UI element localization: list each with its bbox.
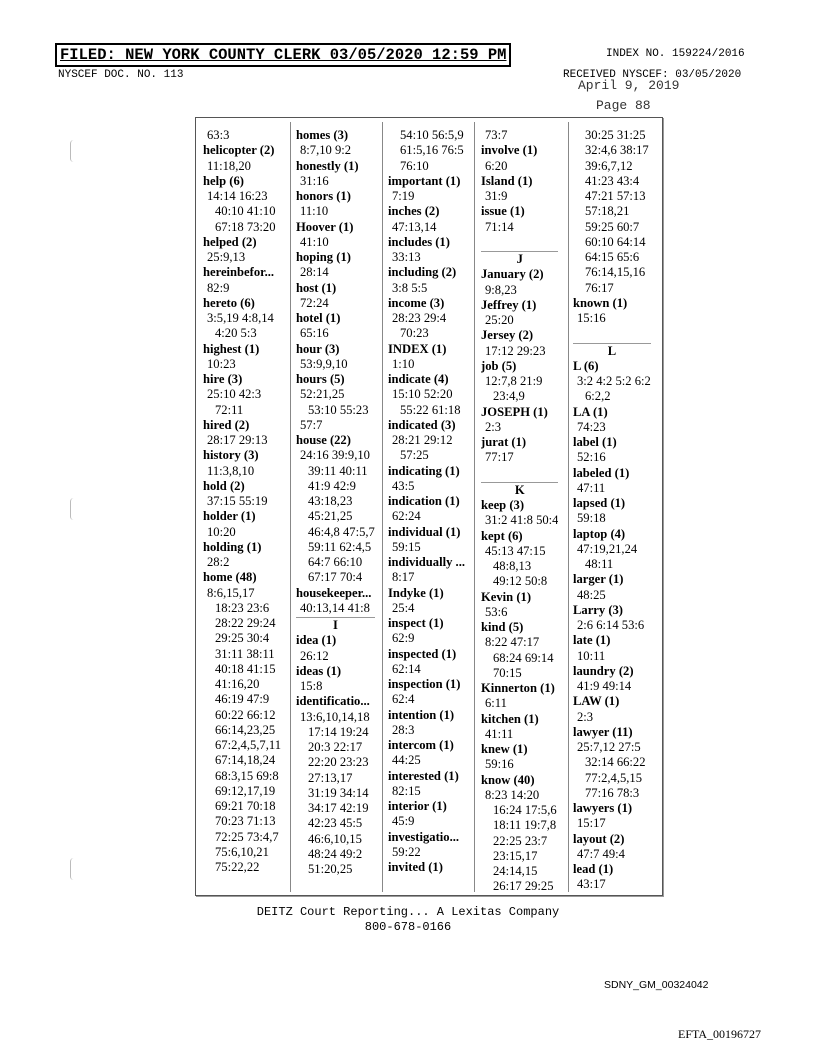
index-term: Kinnerton (1): [481, 681, 555, 695]
page-line-ref: 48:8,13: [493, 559, 532, 573]
page-line-ref: 23:15,17: [493, 848, 538, 863]
index-term: lawyer (11): [573, 724, 633, 739]
index-term: LAW (1): [573, 694, 620, 709]
page-line-ref: 57:25: [400, 448, 429, 463]
page-line-ref: 24:14,15: [493, 864, 538, 878]
index-term: includes (1): [388, 234, 450, 249]
index-term: invited (1): [388, 860, 443, 874]
column-divider: [568, 122, 569, 892]
page-line-ref: 8:7,10 9:2: [300, 143, 352, 158]
page-line-ref: 75:6,10,21: [215, 844, 269, 859]
page-line-ref: 28:23 29:4: [392, 311, 447, 325]
page-line-ref: 25:9,13: [207, 250, 246, 264]
section-letter: I: [296, 617, 375, 633]
page-line-ref: 47:13,14: [392, 219, 437, 234]
page-line-ref: 42:23 45:5: [308, 816, 363, 831]
page-line-ref: 28:21 29:12: [392, 433, 453, 447]
index-term: interested (1): [388, 768, 459, 783]
index-term: larger (1): [573, 572, 624, 587]
index-term: involve (1): [481, 143, 538, 158]
page-line-ref: 59:25 60:7: [585, 219, 640, 234]
page-line-ref: 15:8: [300, 679, 323, 693]
page-line-ref: 26:17 29:25: [493, 879, 554, 894]
page-line-ref: 10:11: [577, 648, 606, 663]
scan-mark: [70, 858, 77, 880]
index-term: Island (1): [481, 173, 533, 188]
page-line-ref: 54:10 56:5,9: [400, 128, 464, 142]
page-line-ref: 13:6,10,14,18: [300, 709, 370, 724]
index-column-3: [388, 128, 465, 875]
index-term: intercom (1): [388, 738, 454, 752]
page-line-ref: 72:11: [215, 402, 244, 417]
page-line-ref: 48:11: [585, 557, 614, 571]
page-line-ref: 4:20 5:3: [215, 326, 257, 341]
page-line-ref: 9:8,23: [485, 282, 517, 297]
page-line-ref: 8:22 47:17: [485, 635, 540, 650]
index-term: help (6): [203, 173, 244, 188]
page-line-ref: 11:10: [300, 204, 329, 219]
page-line-ref: 76:17: [585, 280, 614, 295]
page-line-ref: 68:3,15 69:8: [215, 768, 279, 783]
index-term: indicate (4): [388, 372, 449, 386]
efta-number: EFTA_00196727: [678, 1027, 762, 1041]
index-term: interior (1): [388, 799, 447, 813]
page-line-ref: 67:2,4,5,7,11: [215, 738, 282, 752]
received-stamp: RECEIVED NYSCEF: 03/05/2020: [563, 69, 742, 81]
page-line-ref: 20:3 22:17: [308, 740, 363, 754]
page-line-ref: 62:9: [392, 631, 415, 646]
page-line-ref: 10:20: [207, 524, 236, 539]
index-term: home (48): [203, 570, 257, 585]
page-line-ref: 72:24: [300, 295, 329, 310]
index-term: labeled (1): [573, 465, 630, 480]
page-line-ref: 28:3: [392, 722, 415, 737]
index-term: hire (3): [203, 372, 243, 386]
index-term: knew (1): [481, 742, 528, 756]
page-line-ref: 75:22,22: [215, 860, 260, 874]
page-line-ref: 46:6,10,15: [308, 831, 362, 846]
page-line-ref: 45:13 47:15: [485, 543, 546, 558]
page-line-ref: 31:9: [485, 189, 508, 203]
page-line-ref: 41:23 43:4: [585, 173, 640, 188]
page-line-ref: 67:14,18,24: [215, 753, 276, 768]
page-line-ref: 6:2,2: [585, 389, 611, 404]
page-line-ref: 11:3,8,10: [207, 463, 255, 478]
page-number: Page 88: [596, 98, 651, 113]
page-line-ref: 49:12 50:8: [493, 574, 548, 589]
index-term: house (22): [296, 433, 351, 447]
index-term: housekeeper...: [296, 585, 372, 600]
index-term: idea (1): [296, 633, 337, 648]
index-column-2: [296, 128, 375, 877]
page-line-ref: 34:17 42:19: [308, 801, 369, 815]
page-line-ref: 31:2 41:8 50:4: [485, 513, 559, 528]
page-line-ref: 66:14,23,25: [215, 722, 276, 737]
index-term: Larry (3): [573, 602, 624, 617]
index-term: laundry (2): [573, 663, 634, 678]
index-term: late (1): [573, 633, 611, 648]
page-line-ref: 11:18,20: [207, 158, 251, 173]
page-line-ref: 8:17: [392, 570, 415, 585]
scan-mark: [70, 140, 77, 162]
page-line-ref: 46:4,8 47:5,7: [308, 524, 375, 539]
page-line-ref: 28:14: [300, 265, 329, 280]
section-letter: L: [573, 343, 651, 359]
page-line-ref: 3:8 5:5: [392, 280, 428, 295]
page-line-ref: 40:13,14 41:8: [300, 600, 370, 615]
page-line-ref: 28:2: [207, 555, 230, 569]
page-line-ref: 64:7 66:10: [308, 555, 363, 569]
column-divider: [290, 122, 291, 892]
page-line-ref: 59:16: [485, 757, 514, 772]
page-line-ref: 44:25: [392, 753, 421, 768]
page-line-ref: 18:23 23:6: [215, 600, 270, 615]
column-divider: [474, 122, 475, 892]
doc-number: NYSCEF DOC. NO. 113: [58, 69, 184, 81]
index-term: INDEX (1): [388, 341, 447, 356]
index-term: Jersey (2): [481, 328, 534, 343]
page-line-ref: 73:7: [485, 128, 508, 142]
index-term: Indyke (1): [388, 585, 444, 600]
page-line-ref: 41:11: [485, 726, 514, 741]
page-line-ref: 39:11 40:11: [308, 463, 368, 478]
page-line-ref: 31:11 38:11: [215, 646, 275, 661]
page-line-ref: 52:16: [577, 450, 606, 465]
index-term: holding (1): [203, 539, 262, 554]
page-line-ref: 59:22: [392, 844, 421, 859]
index-term: indicating (1): [388, 463, 460, 478]
index-term: hotel (1): [296, 311, 341, 325]
page-line-ref: 53:10 55:23: [308, 402, 369, 417]
index-term: laptop (4): [573, 526, 626, 541]
page-line-ref: 65:16: [300, 326, 329, 341]
page-line-ref: 22:20 23:23: [308, 755, 369, 770]
index-term: honestly (1): [296, 158, 359, 173]
page-line-ref: 3:2 4:2 5:2 6:2: [577, 374, 651, 388]
page-line-ref: 23:4,9: [493, 389, 525, 404]
page-line-ref: 52:21,25: [300, 387, 345, 402]
index-column-1: [203, 128, 281, 875]
page-line-ref: 53:9,9,10: [300, 356, 348, 371]
page-line-ref: 2:3: [485, 419, 502, 434]
page-line-ref: 60:10 64:14: [585, 234, 646, 249]
page-line-ref: 40:10 41:10: [215, 204, 276, 219]
index-term: inches (2): [388, 204, 440, 219]
page-line-ref: 6:11: [485, 696, 507, 711]
page-line-ref: [481, 466, 558, 481]
page-line-ref: 26:12: [300, 648, 329, 663]
index-term: inspection (1): [388, 677, 461, 691]
page-line-ref: 70:15: [493, 665, 522, 680]
section-letter: J: [481, 251, 558, 267]
page-line-ref: 28:17 29:13: [207, 433, 268, 447]
page-line-ref: 14:14 16:23: [207, 189, 268, 203]
index-term: lawyers (1): [573, 801, 633, 815]
index-term: label (1): [573, 435, 617, 449]
index-term: hours (5): [296, 372, 345, 386]
page-line-ref: 77:2,4,5,15: [585, 770, 643, 785]
page-line-ref: 8:6,15,17: [207, 585, 255, 600]
page-line-ref: 15:16: [577, 311, 606, 325]
page-line-ref: 59:11 62:4,5: [308, 539, 372, 554]
index-term: hold (2): [203, 478, 245, 493]
index-term: hired (2): [203, 417, 250, 432]
page-line-ref: 60:22 66:12: [215, 707, 276, 722]
index-term: hoping (1): [296, 250, 351, 264]
page-line-ref: 24:16 39:9,10: [300, 448, 370, 463]
page-line-ref: [573, 326, 651, 341]
page-line-ref: 59:18: [577, 511, 606, 526]
page-line-ref: 69:12,17,19: [215, 783, 276, 798]
page-line-ref: 45:21,25: [308, 509, 353, 524]
index-column-4: [481, 128, 558, 895]
index-term: homes (3): [296, 128, 349, 142]
page-line-ref: 15:10 52:20: [392, 387, 453, 402]
page-line-ref: 53:6: [485, 604, 508, 619]
index-term: Kevin (1): [481, 589, 532, 604]
page-line-ref: 67:17 70:4: [308, 570, 363, 585]
page-line-ref: 10:23: [207, 356, 236, 371]
page-line-ref: 68:24 69:14: [493, 650, 554, 665]
index-term: hour (3): [296, 341, 340, 356]
page-line-ref: 3:5,19 4:8,14: [207, 311, 274, 325]
page-line-ref: 39:6,7,12: [585, 158, 633, 173]
index-term: indicated (3): [388, 417, 456, 432]
page-line-ref: 46:19 47:9: [215, 692, 270, 707]
index-term: kind (5): [481, 620, 524, 634]
index-term: LA (1): [573, 404, 608, 419]
index-term: intention (1): [388, 707, 455, 722]
page-line-ref: 18:11 19:7,8: [493, 818, 557, 833]
page-line-ref: 31:16: [300, 173, 329, 188]
page-line-ref: 43:17: [577, 877, 606, 892]
index-term: hereto (6): [203, 295, 255, 310]
page-line-ref: 51:20,25: [308, 862, 353, 876]
page-line-ref: 82:15: [392, 783, 421, 798]
page-line-ref: 70:23: [400, 326, 429, 341]
page-line-ref: 48:25: [577, 587, 606, 602]
index-term: job (5): [481, 358, 517, 373]
index-term: known (1): [573, 295, 628, 310]
page-line-ref: 1:10: [392, 356, 415, 371]
index-term: investigatio...: [388, 829, 460, 844]
index-table: [195, 117, 663, 896]
page-line-ref: 43:18,23: [308, 494, 353, 508]
index-term: L (6): [573, 358, 599, 373]
page-line-ref: 47:11: [577, 480, 606, 495]
page-line-ref: 22:25 23:7: [493, 833, 548, 848]
page-line-ref: 76:10: [400, 158, 429, 173]
index-term: Hoover (1): [296, 219, 354, 234]
index-term: kitchen (1): [481, 711, 539, 726]
page-line-ref: 15:17: [577, 816, 606, 831]
page-line-ref: 17:14 19:24: [308, 724, 369, 739]
page-line-ref: 62:24: [392, 509, 421, 524]
deposition-date: April 9, 2019: [578, 78, 680, 93]
page-line-ref: 41:10: [300, 234, 329, 249]
page-line-ref: 41:16,20: [215, 677, 260, 691]
page-line-ref: 77:16 78:3: [585, 785, 640, 800]
page-line-ref: 29:25 30:4: [215, 631, 270, 646]
page-line-ref: 74:23: [577, 419, 606, 434]
page-line-ref: 64:15 65:6: [585, 250, 640, 264]
page-line-ref: 43:5: [392, 478, 415, 493]
index-term: hereinbefor...: [203, 265, 275, 280]
page-line-ref: 31:19 34:14: [308, 785, 369, 800]
index-term: important (1): [388, 173, 461, 188]
filed-banner: FILED: NEW YORK COUNTY CLERK 03/05/2020 12:59 PM: [60, 46, 507, 64]
index-term: kept (6): [481, 528, 523, 543]
index-term: keep (3): [481, 498, 525, 512]
page-line-ref: 25:4: [392, 600, 415, 615]
index-term: inspected (1): [388, 646, 457, 661]
index-term: individually ...: [388, 555, 465, 569]
page-line-ref: 32:4,6 38:17: [585, 143, 649, 158]
index-term: including (2): [388, 265, 457, 280]
column-divider: [382, 122, 383, 892]
index-number: INDEX NO. 159224/2016: [606, 48, 745, 60]
page-line-ref: 48:24 49:2: [308, 846, 363, 861]
page-line-ref: [481, 235, 558, 250]
page-line-ref: 27:13,17: [308, 770, 353, 785]
scan-mark: [70, 498, 77, 520]
page-line-ref: 59:15: [392, 539, 421, 554]
index-term: helped (2): [203, 234, 257, 249]
page-line-ref: 8:23 14:20: [485, 787, 540, 802]
page-line-ref: 55:22 61:18: [400, 402, 461, 417]
index-term: lead (1): [573, 862, 614, 876]
page-line-ref: 69:21 70:18: [215, 799, 276, 813]
page-line-ref: 2:3: [577, 709, 594, 724]
index-term: holder (1): [203, 509, 256, 524]
page-line-ref: 40:18 41:15: [215, 661, 276, 676]
page-line-ref: 25:20: [485, 313, 514, 327]
index-term: helicopter (2): [203, 143, 275, 158]
page-line-ref: 63:3: [207, 128, 230, 142]
page-line-ref: 25:7,12 27:5: [577, 740, 641, 754]
index-term: January (2): [481, 267, 544, 282]
page-line-ref: 62:14: [392, 661, 421, 676]
page-line-ref: 62:4: [392, 692, 415, 707]
page-line-ref: 57:7: [300, 417, 323, 432]
page-line-ref: 41:9 42:9: [308, 478, 356, 493]
index-term: know (40): [481, 772, 535, 787]
index-term: honors (1): [296, 189, 351, 203]
page-line-ref: 33:13: [392, 250, 421, 264]
page-line-ref: 17:12 29:23: [485, 343, 546, 358]
page-line-ref: 57:18,21: [585, 204, 630, 219]
index-term: history (3): [203, 448, 259, 463]
index-term: Jeffrey (1): [481, 297, 537, 312]
page-line-ref: 61:5,16 76:5: [400, 143, 464, 158]
footer-phone: 800-678-0166: [364, 920, 452, 934]
index-term: highest (1): [203, 341, 260, 356]
page-line-ref: 12:7,8 21:9: [485, 374, 543, 388]
index-column-5: [573, 128, 651, 893]
footer-company: DEITZ Court Reporting... A Lexitas Company: [256, 905, 560, 919]
index-term: lapsed (1): [573, 496, 626, 510]
page-line-ref: 71:14: [485, 219, 514, 234]
page-line-ref: 30:25 31:25: [585, 128, 646, 142]
page-line-ref: 47:21 57:13: [585, 189, 646, 203]
page-line-ref: 32:14 66:22: [585, 755, 646, 770]
bates-number: SDNY_GM_00324042: [604, 979, 709, 991]
page-line-ref: 6:20: [485, 158, 508, 173]
index-term: host (1): [296, 280, 337, 295]
page-line-ref: 77:17: [485, 450, 514, 465]
page-line-ref: 2:6 6:14 53:6: [577, 618, 645, 632]
page-line-ref: 28:22 29:24: [215, 616, 276, 630]
page-line-ref: 7:19: [392, 189, 415, 203]
index-term: issue (1): [481, 204, 525, 219]
index-term: identificatio...: [296, 694, 370, 709]
page-line-ref: 82:9: [207, 280, 230, 295]
page-line-ref: 72:25 73:4,7: [215, 829, 279, 844]
index-term: layout (2): [573, 831, 625, 846]
page-line-ref: 41:9 49:14: [577, 679, 632, 693]
page-line-ref: 76:14,15,16: [585, 265, 646, 280]
page-line-ref: 25:10 42:3: [207, 387, 262, 402]
page-line-ref: 70:23 71:13: [215, 814, 276, 829]
index-term: ideas (1): [296, 663, 342, 678]
index-term: individual (1): [388, 524, 461, 539]
page-line-ref: 45:9: [392, 814, 415, 829]
index-term: inspect (1): [388, 616, 444, 630]
page-line-ref: 47:19,21,24: [577, 541, 638, 556]
page-line-ref: 67:18 73:20: [215, 219, 276, 234]
index-term: JOSEPH (1): [481, 404, 548, 419]
index-term: indication (1): [388, 494, 460, 508]
index-term: jurat (1): [481, 435, 527, 449]
page-line-ref: 16:24 17:5,6: [493, 803, 557, 817]
section-letter: K: [481, 482, 558, 498]
index-term: income (3): [388, 295, 445, 310]
page-line-ref: 47:7 49:4: [577, 846, 625, 861]
page-line-ref: 37:15 55:19: [207, 494, 268, 508]
